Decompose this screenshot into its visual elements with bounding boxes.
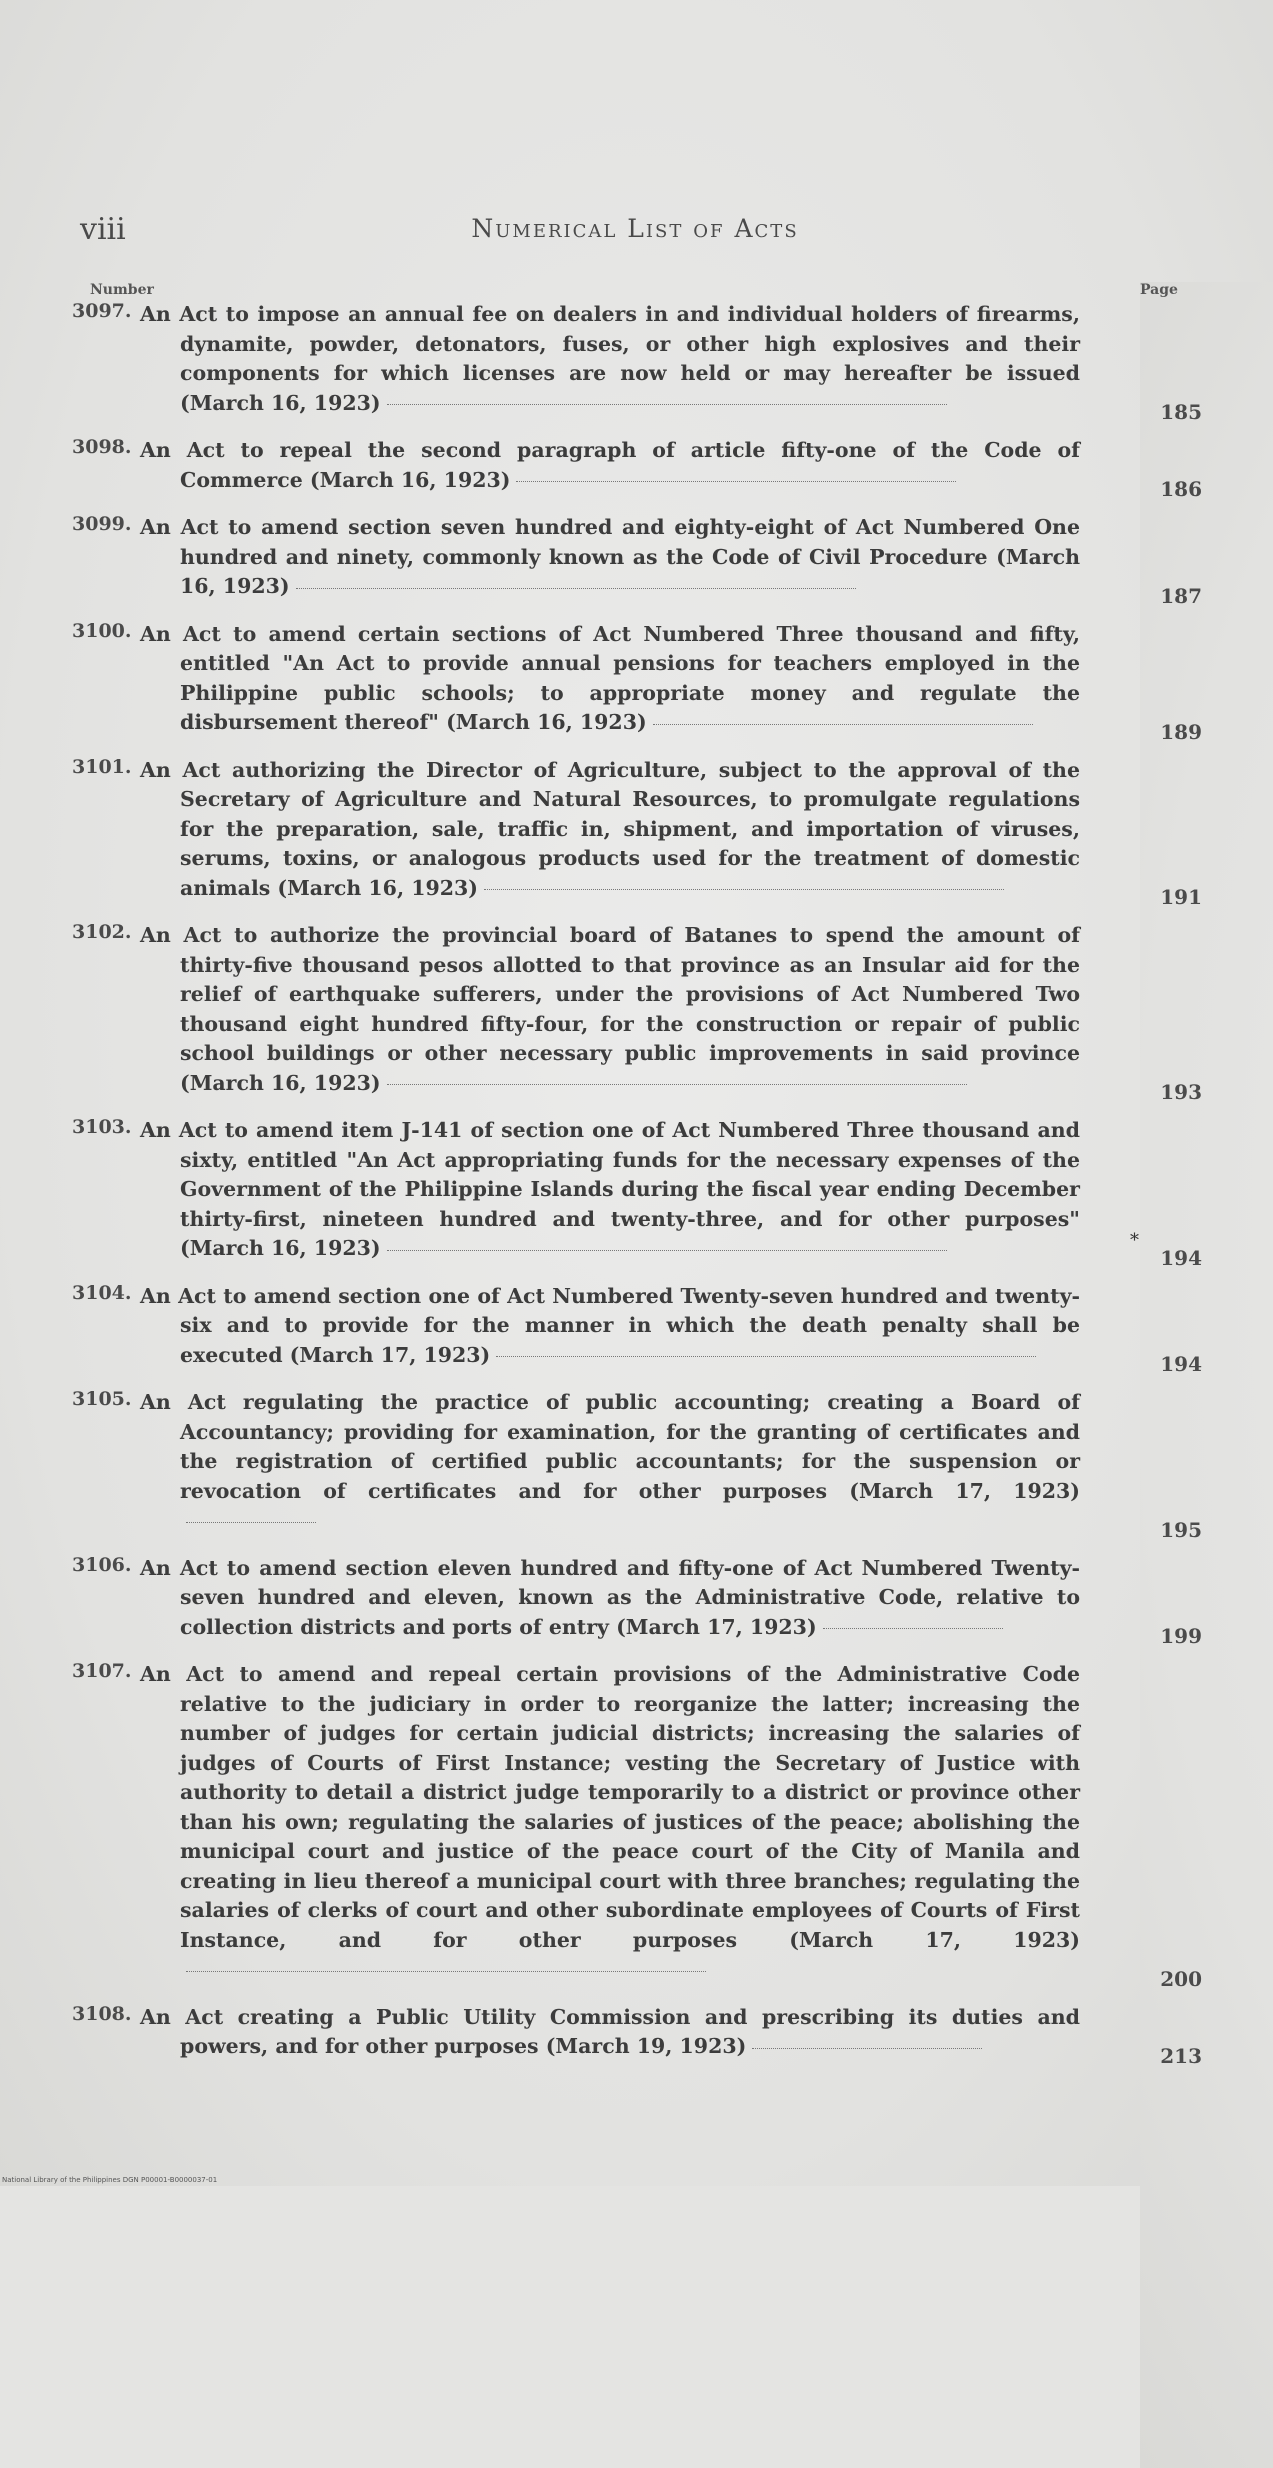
page-header [80,212,1190,252]
dot-leader [484,888,1004,890]
page-number: 191 [1160,885,1202,909]
act-title: An Act to amend section seven hundred and eighty-eight of Act Numbered One hundred and ninety, commonly known as the Code of Civil Procedure (March 16, 1923) [140,515,1080,598]
dot-leader [296,587,856,589]
act-number: 3100. [72,619,132,642]
act-number: 3103. [72,1116,132,1138]
list-item [72,755,1202,909]
act-title: An Act to repeal the second paragraph of article fifty-one of the Code of Commerce (March 16, 1923) [140,438,1080,492]
act-title: An Act authorizing the Director of Agriculture, subject to the approval of the Secretary of Agriculture and Natural Resources, to promulgate regulations for the preparation, sale, traffic in, shipment, and importation of viruses, serums, toxins, or analogous products used for the treatment of domestic animals (March 16, 1923) [140,757,1080,900]
list-item [72,1553,1202,1648]
act-title: An Act creating a Public Utility Commission and prescribing its duties and powers, and for other purposes (March 19, 1923) [140,2004,1080,2058]
act-number: 3101. [72,755,132,778]
list-item [72,619,1202,744]
act-title: An Act to amend section eleven hundred and fifty-one of Act Numbered Twenty-seven hundred and eleven, known as the Administrative Code, relative to collection districts and ports of entry (March 17, 1923) [140,1555,1080,1639]
page-number: 194 [1160,1352,1202,1376]
act-title: An Act to amend certain sections of Act Numbered Three thousand and fifty, entitled "An Act to provide annual pensions for teachers employed in the Philippine public schools; to appropriate money and regulate the disbursement thereof" (March 16, 1923) [140,621,1080,734]
page-number: 186 [1160,477,1202,501]
running-title: Numerical List of Acts [471,214,799,243]
page-number: 194 [1160,1245,1202,1270]
act-number: 3105. [72,1388,132,1410]
dot-leader [496,1355,1036,1357]
column-header-number: Number [90,282,154,298]
act-number: 3102. [72,921,132,943]
act-title: An Act to amend section one of Act Numbered Twenty-seven hundred and twenty-six and to provide for the manner in which the death penalty shall be executed (March 17, 1923) [140,1283,1080,1367]
act-title: An Act to amend and repeal certain provisions of the Administrative Code relative to the judiciary in order to reorganize the latter; increasing the number of judges for certain judicial districts; increasing the salaries of judges of Courts of First Instance; vesting the Secretary of Justice with authority to detail a district judge temporarily to a district or province other than his own; regulating the salaries of justices of the peace; abolishing the municipal court and justice of the peace court of the City of Manila and creating in lieu thereof a municipal court with three branches; regulating the salaries of clerks of court and other subordinate employees of Courts of First Instance, and for other purposes (March 17, 1923) [180,1660,1080,1985]
act-title: An Act to impose an annual fee on dealers in and individual holders of firearms, dynamite, powder, detonators, fuses, or other high explosives and their components for which licenses are now held or may hereafter be issued (March 16, 1923) [140,302,1080,415]
list-item [72,436,1202,501]
list-item [72,300,1202,424]
page-number: 199 [1160,1624,1202,1648]
list-item [72,921,1202,1104]
dot-leader [752,2047,982,2049]
act-number: 3099. [72,513,132,535]
page-number: 193 [1160,1080,1202,1104]
act-title: An Act to amend item J-141 of section one of Act Numbered Three thousand and sixty, entitled "An Act appropriating funds for the necessary expenses of the Government of the Philippine Islands during the fiscal year ending December thirty-first, nineteen hundred and twenty-three, and for other purposes" (March 16, 1923) [140,1118,1080,1260]
dot-leader [387,403,947,405]
page-number: 195 [1160,1517,1202,1542]
page-number: 187 [1160,583,1202,608]
dot-leader [823,1627,1003,1629]
page-number: 213 [1160,2043,1202,2068]
page-folio: viii [80,212,126,247]
list-item [72,513,1202,608]
page-number: 200 [1160,1966,1202,1991]
list-item [72,1281,1202,1376]
act-number: 3097. [72,300,132,322]
scan-credit: National Library of the Philippines DGN P00001-B0000037-01 [2,2176,218,2184]
acts-list [72,300,1202,2080]
dot-leader [516,480,956,482]
act-number: 3108. [72,2002,132,2025]
list-item [72,1116,1202,1270]
dot-leader [387,1249,947,1251]
dot-leader [186,1970,706,1972]
list-item [72,1388,1202,1542]
act-title: An Act regulating the practice of public accounting; creating a Board of Accountancy; providing for examination, for the granting of certificates and the registration of certified public accountants; for the suspension or revocation of certificates and for other purposes (March 17, 1923) [180,1388,1080,1536]
act-number: 3106. [72,1553,132,1576]
margin-asterisk: * [1130,1230,1139,1251]
dot-leader [387,1083,967,1085]
list-item [72,2002,1202,2068]
list-item [72,1660,1202,1991]
act-number: 3107. [72,1660,132,1682]
act-number: 3098. [72,436,132,458]
act-title: An Act to authorize the provincial board of Batanes to spend the amount of thirty-five thousand pesos allotted to that province as an Insular aid for the relief of earthquake sufferers, under the provisions of Act Numbered Two thousand eight hundred fifty-four, for the construction or repair of public school buildings or other necessary public improvements in said province (March 16, 1923) [140,923,1080,1095]
dot-leader [186,1521,316,1523]
page-number: 189 [1160,719,1202,744]
dot-leader [653,723,1033,725]
act-number: 3104. [72,1281,132,1304]
page-number: 185 [1160,400,1202,424]
column-header-page: Page [1140,282,1273,2468]
